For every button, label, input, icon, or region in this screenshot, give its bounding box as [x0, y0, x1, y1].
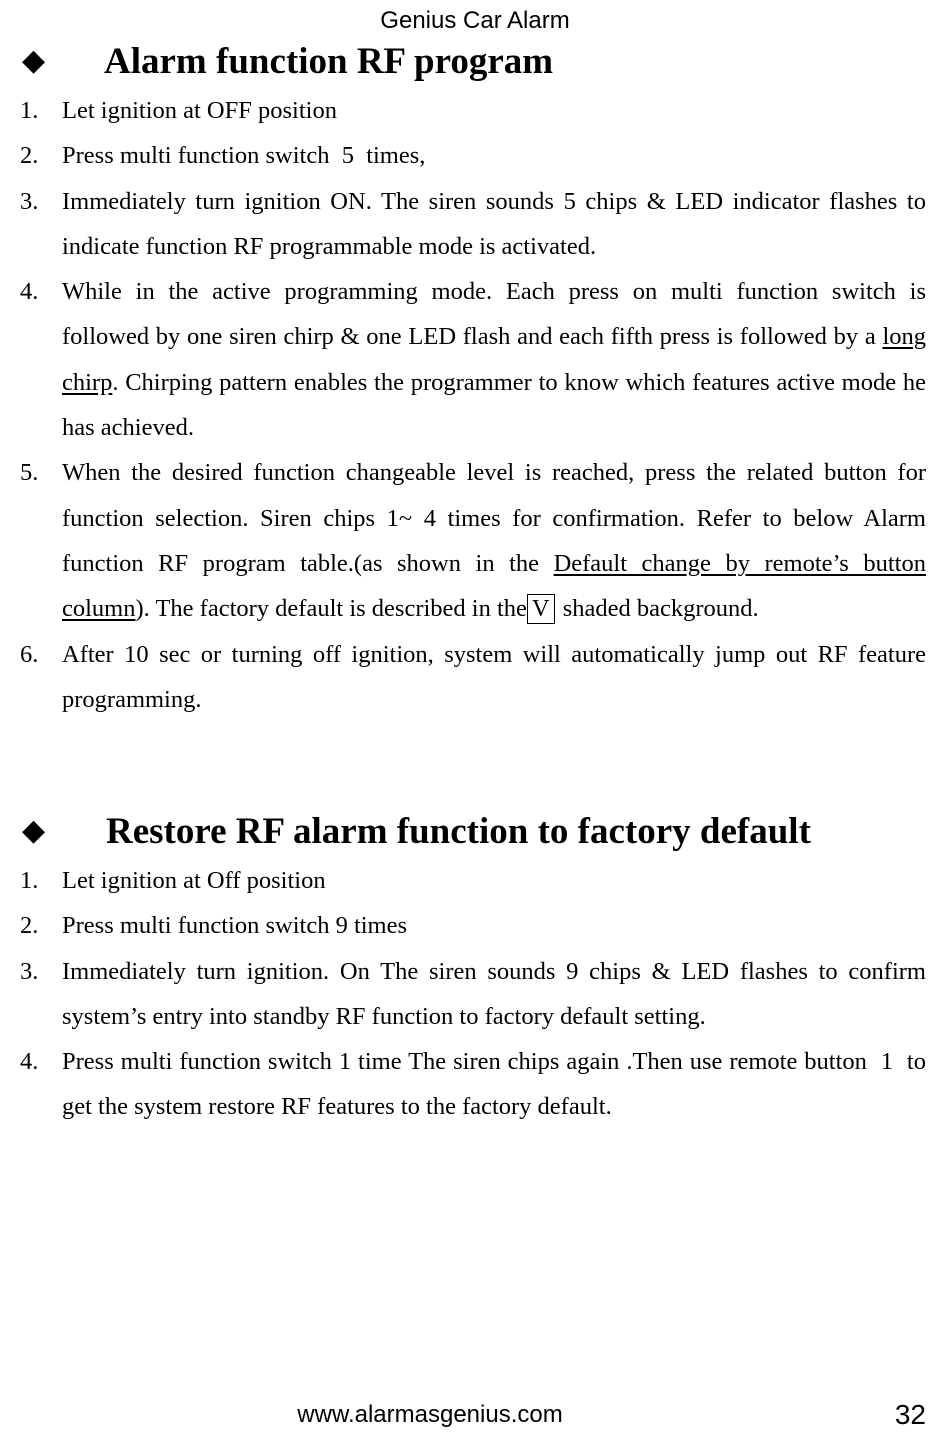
list-item — [0, 450, 926, 631]
running-header: Genius Car Alarm — [380, 7, 570, 34]
diamond-icon: ◆ — [22, 813, 46, 848]
step-text-part: While in the active programming mode. Each press on multi function switch is followed by one siren chirp & one LED flash and each fifth press is followed by a — [62, 278, 926, 351]
list-item — [0, 179, 926, 270]
alarm-rf-program-steps — [0, 88, 950, 722]
restore-default-steps — [0, 858, 950, 1130]
step-text: Immediately turn ignition ON. The siren sounds 5 chips & LED indicator flashes to indicate function RF programmable mode is activated. — [62, 187, 926, 260]
step-number: 1. — [20, 867, 39, 894]
step-text: Press multi function switch 1 time The siren chips again .Then use remote button 1 to get the system restore RF features to the factory default. — [62, 1048, 933, 1121]
step-text-part: shaded background. — [556, 595, 759, 623]
step-number: 3. — [20, 187, 39, 215]
diamond-icon: ◆ — [22, 43, 46, 78]
underlined-text: long chirp — [62, 323, 926, 396]
list-item — [0, 632, 926, 723]
step-number: 6. — [20, 640, 39, 668]
list-item — [0, 269, 926, 450]
list-item — [0, 903, 926, 948]
step-number: 5. — [20, 459, 39, 487]
section-title-text: Restore RF alarm function to factory default — [106, 810, 811, 852]
step-number: 3. — [20, 957, 39, 985]
step-text: Press multi function switch 9 times — [62, 912, 408, 940]
list-item — [0, 1039, 933, 1130]
step-number: 4. — [20, 1048, 39, 1076]
step-number: 4. — [20, 278, 39, 306]
step-number: 2. — [20, 912, 39, 940]
step-text-part: When the desired function changeable level is reached, press the related button for function selection. Siren chips 1~ 4 times for confirmation. Refer to below Alarm function RF program table.(as shown in the — [62, 459, 926, 577]
step-text: Immediately turn ignition. On The siren sounds 9 chips & LED flashes to confirm system’s entry into standby RF function to factory default setting. — [62, 957, 926, 1030]
list-item — [0, 133, 926, 178]
step-text: After 10 sec or turning off ignition, system will automatically jump out RF feature programming. — [62, 640, 926, 713]
step-text: Let ignition at Off position — [62, 867, 326, 894]
list-item — [0, 88, 926, 133]
list-item — [0, 858, 926, 903]
section-title-alarm-rf-program — [22, 38, 553, 84]
list-item — [0, 949, 926, 1040]
boxed-marker: V — [527, 594, 555, 624]
section-title-text: Alarm function RF program — [104, 40, 554, 82]
step-number: 2. — [20, 142, 39, 170]
step-text: Press multi function switch 5 times, — [62, 142, 426, 170]
step-number: 1. — [20, 97, 39, 124]
page-number: 32 — [894, 1399, 926, 1430]
footer-website: www.alarmasgenius.com — [297, 1401, 563, 1428]
underlined-text: Default change by remote’s button column — [62, 549, 926, 623]
section-title-restore-factory-default — [22, 808, 811, 854]
step-text-part: ). The factory default is described in the — [135, 595, 527, 623]
step-text: Let ignition at OFF position — [62, 97, 337, 124]
step-text-part: . Chirping pattern enables the programmer to know which features active mode he has achieved. — [62, 368, 926, 442]
